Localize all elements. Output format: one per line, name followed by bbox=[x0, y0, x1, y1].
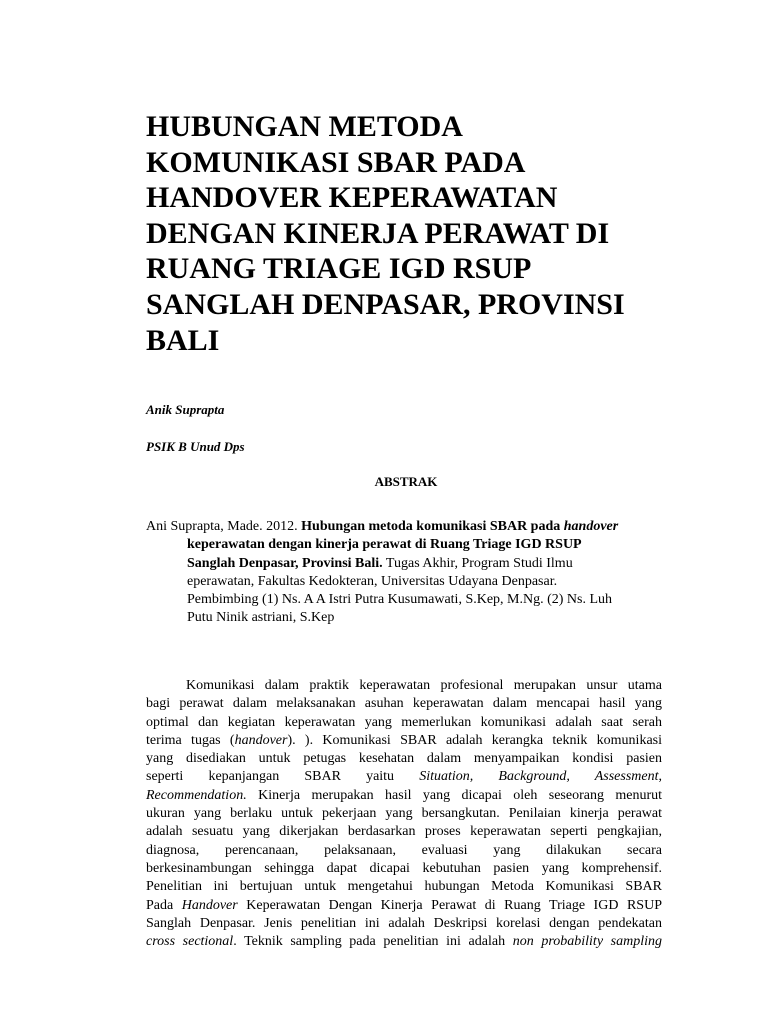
citation-line: Putu Ninik astriani, S.Kep bbox=[187, 610, 335, 626]
body-italic: Recommendation. bbox=[146, 787, 247, 803]
body-text: Kinerja merupakan hasil yang dicapai oleh seseorang menurut bbox=[246, 787, 662, 803]
citation-line bbox=[146, 536, 676, 554]
body-line: optimal dan kegiatan keperawatan yang memerlukan komunikasi adalah saat serah bbox=[146, 714, 662, 730]
body-text: Keperawatan Dengan Kinerja Perawat di Ruang Triage IGD RSUP bbox=[237, 897, 662, 913]
citation-line bbox=[146, 555, 676, 573]
body-italic: Situation, Background, Assessment bbox=[419, 769, 659, 785]
title-line: HANDOVER KEPERAWATAN bbox=[146, 181, 558, 215]
body-italic: Handover bbox=[181, 897, 238, 913]
body-line bbox=[146, 897, 662, 915]
body-text: seperti kepanjangan SBAR yaitu bbox=[146, 769, 420, 785]
body-line: adalah sesuatu yang dikerjakan berdasarkan proses keperawatan seperti pengkajian, bbox=[146, 824, 662, 840]
title-line: SANGLAH DENPASAR, PROVINSI bbox=[146, 287, 625, 321]
body-line bbox=[146, 933, 662, 951]
citation-line: Pembimbing (1) Ns. A A Istri Putra Kusumawati, S.Kep, M.Ng. (2) Ns. Luh bbox=[187, 592, 613, 608]
body-line: Komunikasi dalam praktik keperawatan profesional merupakan unsur utama bbox=[186, 678, 662, 693]
body-italic: handover bbox=[234, 732, 288, 748]
abstract-body bbox=[146, 677, 662, 951]
citation-block bbox=[146, 518, 676, 628]
citation-line bbox=[146, 518, 676, 536]
citation-title-italic: handover bbox=[563, 519, 619, 534]
body-line bbox=[146, 768, 662, 786]
body-text: Pada bbox=[146, 897, 182, 913]
body-line bbox=[146, 787, 662, 805]
abstract-heading: ABSTRAK bbox=[374, 474, 438, 489]
title-line: RUANG TRIAGE IGD RSUP bbox=[146, 252, 532, 286]
paper-title bbox=[146, 109, 666, 358]
title-line: DENGAN KINERJA PERAWAT DI bbox=[146, 216, 610, 250]
body-line: Penelitian ini bertujuan untuk mengetahui hubungan Metoda Komunikasi SBAR bbox=[146, 879, 662, 895]
title-line: BALI bbox=[146, 323, 220, 357]
title-line: HUBUNGAN METODA bbox=[146, 110, 463, 143]
body-line: diagnosa, perencanaan, pelaksanaan, evaluasi yang dilakukan secara bbox=[146, 842, 662, 858]
body-line: yang disediakan untuk petugas kesehatan dalam menyampaikan kondisi pasien bbox=[146, 751, 662, 767]
body-line: bagi perawat dalam melaksanakan asuhan keperawatan dalam mencapai hasil yang bbox=[146, 696, 662, 712]
citation-line: eperawatan, Fakultas Kedokteran, Universitas Udayana Denpasar. bbox=[187, 573, 558, 589]
author-affiliation: PSIK B Unud Dps bbox=[146, 439, 245, 454]
body-italic: non probability sampling bbox=[512, 934, 662, 950]
body-line: berkesinambungan sehingga dapat dicapai kebutuhan pasien yang komprehensif. bbox=[146, 860, 662, 876]
body-text: , bbox=[658, 769, 662, 785]
citation-title: Sanglah Denpasar, Provinsi Bali. bbox=[187, 555, 383, 571]
citation-lead: Ani Suprapta, Made. 2012. bbox=[146, 519, 302, 534]
body-text: . Teknik sampling pada penelitian ini adalah bbox=[233, 934, 513, 950]
citation-title: keperawatan dengan kinerja perawat di Ruang Triage IGD RSUP bbox=[187, 537, 582, 553]
body-italic: cross sectional bbox=[146, 934, 234, 950]
body-line: Sanglah Denpasar. Jenis penelitian ini adalah Deskripsi korelasi dengan pendekatan bbox=[146, 915, 662, 931]
author-name: Anik Suprapta bbox=[146, 402, 225, 417]
body-text: terima tugas ( bbox=[146, 732, 235, 748]
citation-text: Tugas Akhir, Program Studi Ilmu bbox=[382, 555, 573, 571]
body-line bbox=[146, 732, 662, 750]
body-line: ukuran yang berlaku untuk pekerjaan yang bersangkutan. Penilaian kinerja perawat bbox=[146, 806, 662, 822]
title-line: KOMUNIKASI SBAR PADA bbox=[146, 145, 526, 179]
citation-title: Hubungan metoda komunikasi SBAR pada bbox=[301, 519, 564, 534]
body-text: ). ). Komunikasi SBAR adalah kerangka teknik komunikasi bbox=[287, 732, 662, 748]
